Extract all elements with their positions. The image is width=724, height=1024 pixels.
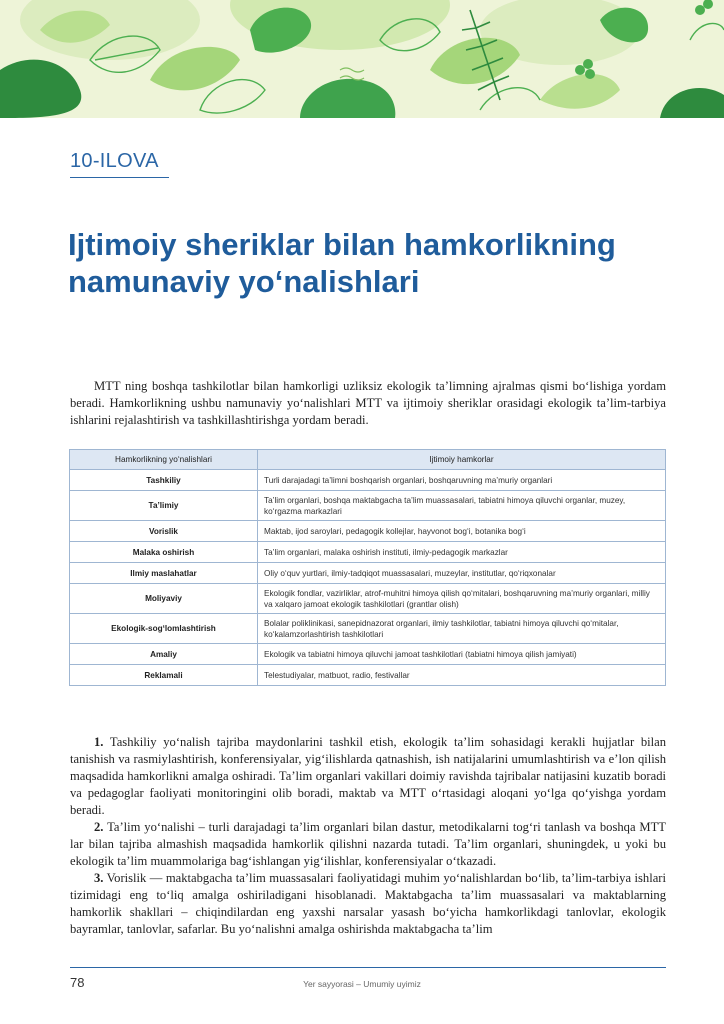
leaf-pattern-icon (0, 0, 724, 118)
page-title: Ijtimoiy sheriklar bilan hamkorlikning namunaviy yo‘nalishlari (68, 227, 616, 299)
paragraph-text: Vorislik — maktabgacha ta’lim muassasalari faoliyatidagi muhim yo‘nalishlardan bo‘lib, ta’lim-tarbiya ishlari tizimidagi eng to‘liq amalga oshiriladigani hisoblanadi. Maktabgacha ta’lim muassasalari va maktablarning hamkorlik shakllari – chiqindilardan eng yaxshi narsalar yasash bo‘yicha hamkorlikdagi tanlovlar, ekologik bayramlar, tanlovlar, safarlar. Bu yo‘nalishni amalga oshirishda maktabgacha ta’lim (70, 871, 666, 936)
appendix-underline (70, 177, 169, 178)
body-paragraph (70, 870, 666, 938)
running-title: Yer sayyorasi – Umumiy uyimiz (303, 979, 421, 989)
body-text (70, 734, 666, 938)
body-paragraph (70, 819, 666, 870)
table-row (70, 563, 666, 584)
body-paragraph (70, 734, 666, 819)
table-row (70, 614, 666, 644)
partners-cell: Turli darajadagi ta’limni boshqarish organlari, boshqaruvning ma’muriy organlari (258, 470, 666, 491)
direction-cell: Amaliy (70, 644, 258, 665)
partners-cell: Ta’lim organlari, malaka oshirish instituti, ilmiy-pedagogik markazlar (258, 542, 666, 563)
direction-cell: Reklamali (70, 665, 258, 686)
partners-cell: Maktab, ijod saroylari, pedagogik kollejlar, hayvonot bog‘i, botanika bog‘i (258, 521, 666, 542)
table-row (70, 470, 666, 491)
partners-cell: Ta’lim organlari, boshqa maktabgacha ta’lim muassasalari, tabiatni himoya qiluvchi organlar, muzey, ko‘rgazma markazlari (258, 491, 666, 521)
page-number: 78 (70, 975, 85, 990)
footer-rule (70, 967, 666, 968)
table-header-direction: Hamkorlikning yo‘nalishlari (70, 450, 258, 470)
paragraph-number: 1. (94, 735, 104, 749)
partners-table (69, 449, 666, 686)
paragraph-number: 2. (94, 820, 104, 834)
direction-cell: Vorislik (70, 521, 258, 542)
paragraph-number: 3. (94, 871, 104, 885)
direction-cell: Malaka oshirish (70, 542, 258, 563)
appendix-label: 10-ILOVA (70, 150, 159, 172)
direction-cell: Moliyaviy (70, 584, 258, 614)
partners-cell: Bolalar poliklinikasi, sanepidnazorat organlari, ilmiy tashkilotlar, tabiatni himoya qiluvchi qo‘mitalar, ko‘kalamzorlashtirish tashkilotlari (258, 614, 666, 644)
direction-cell: Ta’limiy (70, 491, 258, 521)
table-row (70, 521, 666, 542)
partners-cell: Ekologik fondlar, vazirliklar, atrof-muhitni himoya qilish qo‘mitalari, boshqaruvning ma’muriy organlari, milliy va xalqaro jamoat ekologik tashkilotlari (grantlar olish) (258, 584, 666, 614)
intro-paragraph: MTT ning boshqa tashkilotlar bilan hamkorligi uzliksiz ekologik ta’limning ajralmas qismi bo‘lishiga yordam beradi. Hamkorlikning ushbu namunaviy yo‘nalishlari MTT va ijtimoiy sheriklar orasidagi ekologik ta’lim-tarbiya ishlarini rejalashtirish va tashkillashtirishga yordam beradi. (70, 379, 666, 427)
decorative-leaf-banner (0, 0, 724, 118)
table-row (70, 665, 666, 686)
direction-cell: Tashkiliy (70, 470, 258, 491)
table-row (70, 542, 666, 563)
partners-cell: Oliy o‘quv yurtlari, ilmiy-tadqiqot muassasalari, muzeylar, institutlar, qo‘riqxonalar (258, 563, 666, 584)
table-header-partners: Ijtimoiy hamkorlar (258, 450, 666, 470)
direction-cell: Ekologik-sog‘lomlashtirish (70, 614, 258, 644)
direction-cell: Ilmiy maslahatlar (70, 563, 258, 584)
table-header-row (70, 450, 666, 470)
paragraph-text: Tashkiliy yo‘nalish tajriba maydonlarini tashkil etish, ekologik ta’lim sohasidagi kerakli hujjatlar bilan tanishish va rasmiylashtirish, konferensiyalar, yig‘ilishlarda qatnashish, ish natijalarini umumlashtirish va e’lon qilish maqsadida hamkorlikni amalga oshiradi. Ta’lim organlari vakillari doimiy ravishda tajribalar natijasini kuzatib boradi va pedagoglar faoliyati monitoringini olib boradi, maktab va MTT o‘rtasidagi aloqani yo‘lga qo‘yishga yordam beradi. (70, 735, 666, 817)
paragraph-text: Ta’lim yo‘nalishi – turli darajadagi ta’lim organlari bilan dastur, metodikalarni tog‘ri tanlash va boshqa MTT lar bilan tajriba almashish maqsadida hamkorlik qilishni nazarda tutadi. Ta’lim organlari, shuningdek, u yoki bu ekologik ta’lim muammolariga bag‘ishlangan yig‘ilishlar, konferensiyalar o‘tkazadi. (70, 820, 666, 868)
partners-cell: Ekologik va tabiatni himoya qiluvchi jamoat tashkilotlari (tabiatni himoya qilish jamiyati) (258, 644, 666, 665)
table-row (70, 491, 666, 521)
table-row (70, 584, 666, 614)
table-row (70, 644, 666, 665)
partners-cell: Telestudiyalar, matbuot, radio, festivallar (258, 665, 666, 686)
